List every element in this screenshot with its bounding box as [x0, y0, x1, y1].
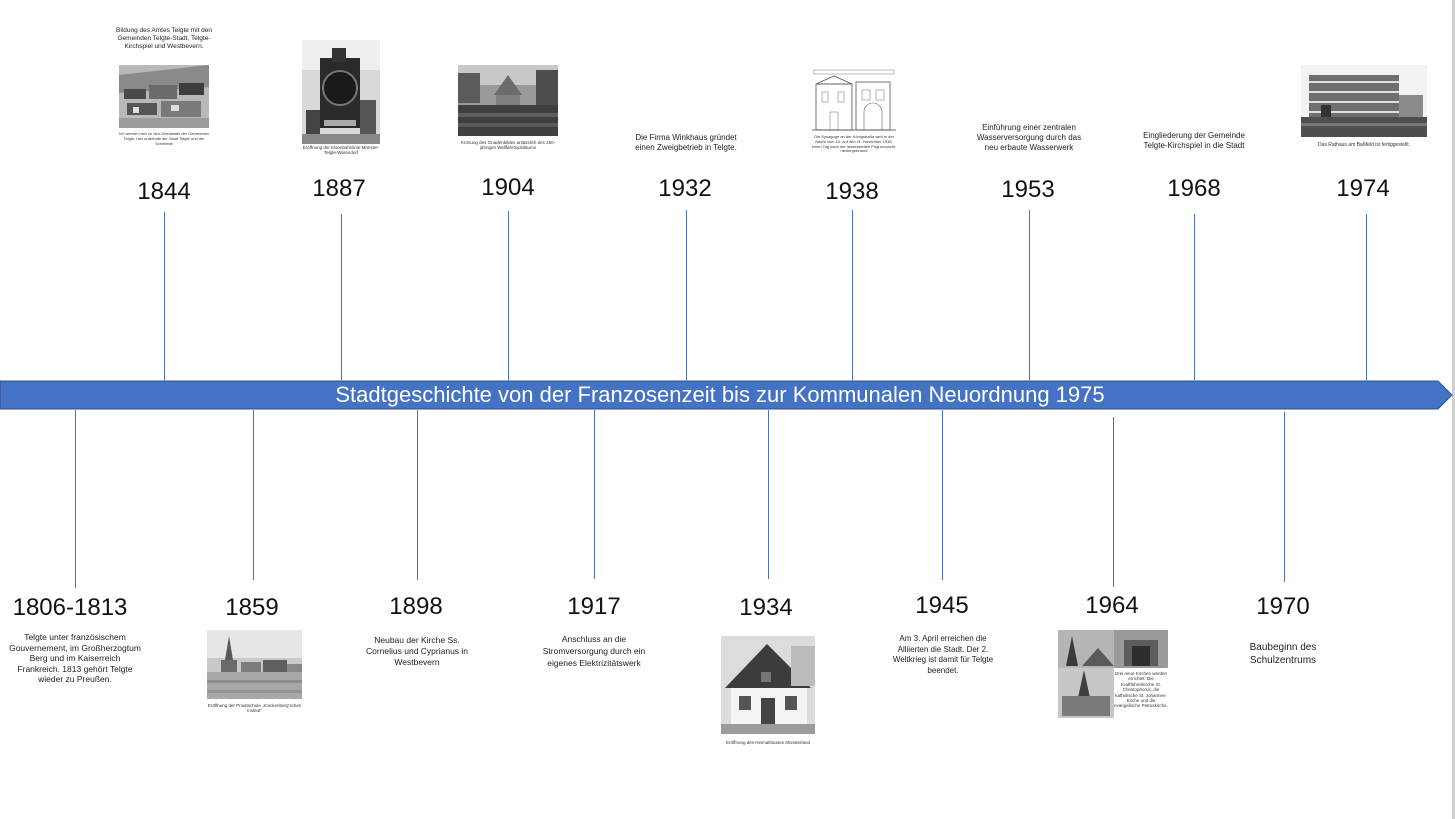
connector-1945 — [942, 410, 943, 580]
connector-1953 — [1029, 210, 1030, 380]
steam-locomotive-photo — [302, 40, 380, 144]
event-text-1968: Eingliederung der Gemeinde Telgte-Kirchspiel in die Stadt — [1143, 131, 1245, 150]
year-1968: 1968 — [1167, 175, 1221, 202]
caption-1934: Eröffnung des Heimathauses Münsterland — [726, 740, 810, 745]
timeline-arrow — [0, 380, 1455, 410]
year-1953: 1953 — [1001, 176, 1055, 203]
synagogue-drawing — [812, 68, 896, 134]
connector-1859 — [253, 410, 254, 580]
event-text-1945: Am 3. April erreichen die Alliierten die Stadt. Der 2. Weltkrieg ist damit für Telgte beendet. — [892, 634, 994, 675]
event-text-1932: Die Firma Winkhaus gründet einen Zweigbetrieb in Telgte. — [635, 133, 737, 152]
connector-1970 — [1284, 412, 1285, 582]
year-1974: 1974 — [1336, 175, 1390, 202]
connector-1932 — [686, 210, 687, 380]
year-1887: 1887 — [312, 175, 366, 202]
event-text-1970: Baubeginn des Schulzentrums — [1249, 642, 1317, 666]
timeline-title: Stadtgeschichte von der Franzosenzeit bis zur Kommunalen Neuordnung 1975 — [335, 382, 1105, 407]
year-1970: 1970 — [1256, 593, 1310, 620]
connector-1898 — [417, 410, 418, 580]
heimathaus-photo — [721, 636, 815, 734]
year-1859: 1859 — [225, 594, 279, 621]
town-view-photo — [207, 630, 302, 699]
caption-1974: Das Rathaus am Baßfeld ist fertiggestellt. — [1318, 142, 1410, 148]
connector-1904 — [508, 211, 509, 380]
caption-1887: Eröffnung der Eisenbahnlinie Münster-Telgte-Warendorf — [302, 145, 380, 156]
connector-1917 — [594, 410, 595, 579]
year-1904: 1904 — [481, 174, 535, 201]
event-text-1844: Bildung des Amtes Telgte mit den Gemeinden Telgte-Stadt, Telgte-Kirchspiel und Westbevern. — [116, 27, 212, 50]
connector-1968 — [1194, 214, 1195, 380]
caption-1938: Die Synagoge an der Königstraße wird in der Nacht vom 10. auf den 11. November 1938, einen Tag nach der landesweiten Pogromnacht, niedergebrannt — [811, 134, 897, 154]
aerial-photo — [119, 65, 209, 128]
town-hall-photo — [1301, 65, 1427, 137]
year-1844: 1844 — [137, 178, 191, 205]
year-1917: 1917 — [567, 593, 621, 620]
event-text-1898: Neubau der Kirche Ss. Cornelius und Cyprianus in Westbevern — [365, 635, 469, 667]
caption-1964: Drei neue Kirchen werden errichtet: Die Kraftfahrerkirche St. Christophorus, die katholische St. Johannes-Kirche und die evangelische Petruskirche. — [1114, 671, 1168, 709]
event-text-1806-1813: Telgte unter französischem Gouvernement, im Großherzogtum Berg und im Kaiserreich Frankreich. 1813 gehört Telgte wieder zu Preußen. — [9, 632, 141, 684]
crowd-photo — [458, 65, 558, 136]
caption-1859: Eröffnung der Privatschule „Knickenberg'sches Institut“ — [207, 703, 302, 714]
caption-1844: Ich wende mich zu den Ortsdetails der Gemeinden Telgte, hier unterhalb der Stadt Telgte und der Schmiede — [119, 131, 209, 146]
year-1898: 1898 — [389, 593, 443, 620]
year-1806-1813: 1806-1813 — [12, 594, 128, 621]
connector-1844 — [164, 212, 165, 380]
event-text-1917: Anschluss an die Stromversorgung durch ein eigenes Elektrizitätswerk — [542, 634, 646, 668]
connector-1934 — [768, 410, 769, 579]
caption-1904: Krönung des Gnadenbildes anlässlich des 250-jährigen Wallfahrtsjubiläums — [460, 140, 556, 151]
connector-1806 — [75, 410, 76, 588]
connector-1964 — [1113, 417, 1114, 587]
connector-1974 — [1366, 214, 1367, 380]
event-text-1953: Einführung einer zentralen Wasserversorgung durch das neu erbaute Wasserwerk — [976, 123, 1082, 152]
year-1964: 1964 — [1085, 592, 1139, 619]
year-1945: 1945 — [915, 592, 969, 619]
year-1934: 1934 — [739, 594, 793, 621]
connector-1887 — [341, 214, 342, 380]
year-1932: 1932 — [658, 175, 712, 202]
connector-1938 — [852, 210, 853, 380]
year-1938: 1938 — [825, 178, 879, 205]
